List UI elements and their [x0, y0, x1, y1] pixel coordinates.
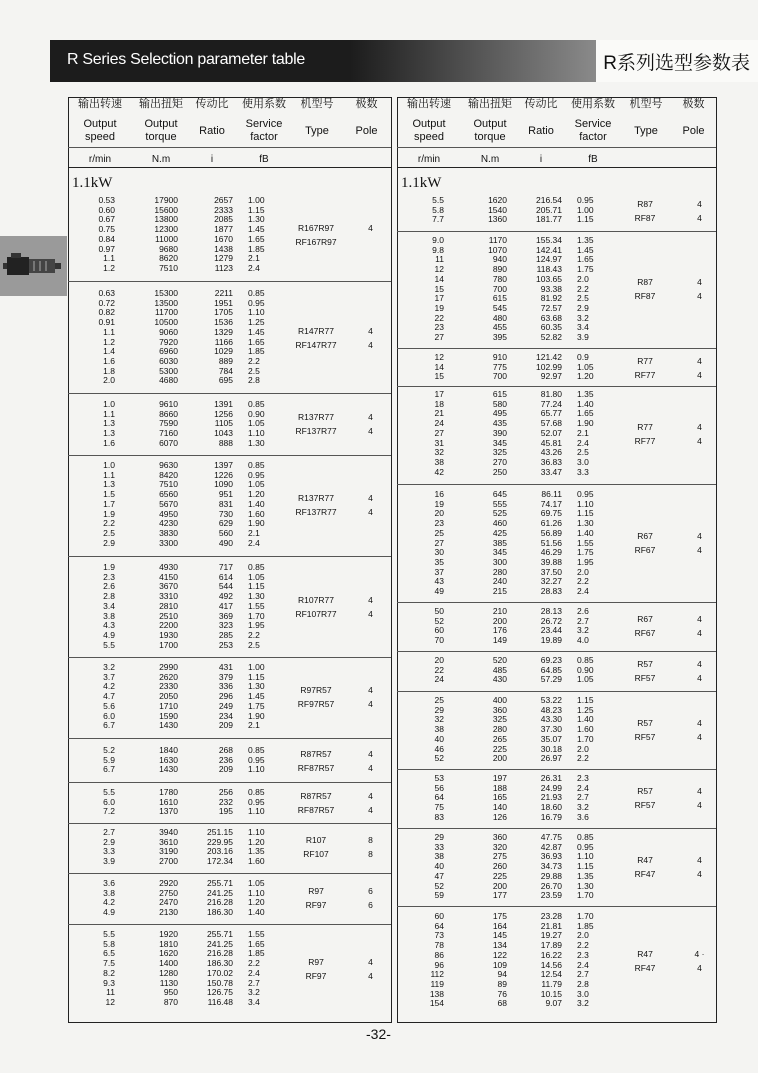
left-header-cn-pole: 极数: [355, 98, 378, 110]
right-group-7-type: R57 RF57: [634, 658, 656, 683]
left-header-cn-type: 机型号: [300, 98, 334, 110]
right-group-6-torque: 210 200 176 149: [492, 606, 507, 646]
left-group-8-pole: 4 4: [368, 790, 373, 815]
right-group-5-speed: 16 19 20 23 25 27 30 35 37 43 49: [434, 489, 444, 597]
left-group-9-factor: 1.10 1.20 1.35 1.60: [248, 827, 265, 867]
left-group-5-type: R107R77 RF107R77: [295, 594, 337, 619]
right-group-6-separator: [397, 651, 716, 652]
right-header-cn-torque: 输出扭矩: [468, 98, 512, 110]
right-group-8-torque: 400 360 325 280 265 225 200: [492, 695, 507, 764]
left-group-1-speed: 0.53 0.60 0.67 0.75 0.84 0.97 1.1 1.2: [98, 195, 115, 273]
right-power-label: 1.1kW: [401, 175, 442, 191]
left-group-2-ratio: 2211 1951 1705 1536 1329 1166 1029 889 784 695: [214, 288, 233, 386]
left-group-7-speed: 5.2 5.9 6.7: [103, 745, 115, 775]
left-group-7-pole: 4 4: [368, 748, 373, 773]
left-group-5-ratio: 717 614 544 492 417 369 323 285 253: [218, 562, 233, 650]
right-group-4-pole: 4 4: [697, 421, 702, 446]
left-vline-left: [68, 97, 69, 1023]
side-tab: [0, 236, 67, 296]
left-group-6-type: R97R57 RF97R57: [297, 684, 335, 709]
right-table-bottom-line: [397, 1022, 716, 1023]
right-group-3-separator: [397, 386, 716, 387]
right-group-6-speed: 50 52 60 70: [434, 606, 444, 646]
left-group-2-separator: [68, 393, 391, 394]
right-header-en-factor: Service factor: [574, 118, 612, 143]
left-group-3-type: R137R77 RF137R77: [295, 412, 337, 437]
left-group-4-separator: [68, 556, 391, 557]
right-group-1-speed: 5.5 5.8 7.7: [432, 195, 444, 225]
left-group-5-factor: 0.85 1.05 1.15 1.30 1.55 1.70 1.95 2.2 2.5: [248, 562, 265, 650]
left-group-9-speed: 2.7 2.9 3.3 3.9: [103, 827, 115, 867]
left-group-10-factor: 1.05 1.10 1.20 1.40: [248, 878, 265, 918]
right-group-6-factor: 2.6 2.7 3.2 4.0: [577, 606, 589, 646]
right-group-8-speed: 25 29 32 38 40 46 52: [434, 695, 444, 764]
right-header-cn-ratio: 传动比: [524, 98, 558, 110]
left-group-5-pole: 4 4: [368, 594, 373, 619]
title-banner: [50, 40, 758, 82]
right-group-6-ratio: 28.13 26.72 23.44 19.89: [540, 606, 562, 646]
right-group-4-type: R77 RF77: [634, 421, 656, 446]
left-group-3-separator: [68, 455, 391, 456]
page-number: -32-: [366, 1026, 391, 1042]
right-group-1-torque: 1620 1540 1360: [488, 195, 507, 225]
right-group-10-pole: 4 4: [697, 854, 702, 879]
right-group-3-ratio: 121.42 102.99 92.97: [536, 352, 562, 382]
left-group-2-factor: 0.85 0.95 1.10 1.25 1.45 1.65 1.85 2.2 2.5 2.8: [248, 288, 265, 386]
left-group-10-ratio: 255.71 241.25 216.28 186.30: [207, 878, 233, 918]
left-group-9-pole: 8 8: [368, 835, 373, 860]
right-group-10-factor: 0.85 0.95 1.10 1.15 1.35 1.30 1.70: [577, 832, 594, 901]
right-header-bottom-line: [397, 167, 716, 168]
right-group-9-pole: 4 4: [697, 786, 702, 811]
left-group-11-torque: 1920 1810 1620 1400 1280 1130 950 870: [159, 929, 178, 1007]
left-group-2-speed: 0.63 0.72 0.82 0.91 1.1 1.2 1.4 1.6 1.8 2.0: [98, 288, 115, 386]
left-group-2-torque: 15300 13500 11700 10500 9060 7920 6960 6030 5300 4680: [154, 288, 178, 386]
left-group-7-separator: [68, 782, 391, 783]
left-group-10-torque: 2920 2750 2470 2130: [159, 878, 178, 918]
right-group-9-separator: [397, 828, 716, 829]
right-group-1-pole: 4 4: [697, 198, 702, 223]
left-group-6-factor: 1.00 1.15 1.30 1.45 1.75 1.90 2.1: [248, 662, 265, 731]
left-group-8-factor: 0.85 0.95 1.10: [248, 787, 265, 817]
right-group-8-factor: 1.15 1.25 1.40 1.60 1.70 2.0 2.2: [577, 695, 594, 764]
left-group-10-pole: 6 6: [368, 886, 373, 911]
right-group-9-speed: 53 56 64 75 83: [434, 773, 444, 822]
left-group-7-factor: 0.85 0.95 1.10: [248, 745, 265, 775]
right-header-en-speed: Output speed: [412, 118, 446, 143]
left-group-9-type: R107 RF107: [303, 835, 329, 860]
right-group-9-ratio: 26.31 24.99 21.93 18.60 16.79: [540, 773, 562, 822]
right-group-11-type: R47 RF47: [634, 948, 656, 973]
right-group-5-separator: [397, 602, 716, 603]
left-header-cn-factor: 使用系数: [242, 98, 286, 110]
right-group-2-ratio: 155.34 142.41 124.97 118.43 103.65 93.38 81.92 72.57 63.68 60.35 52.82: [536, 235, 562, 343]
left-group-3-torque: 9610 8660 7590 7160 6070: [159, 399, 178, 448]
right-header-cn-pole: 极数: [682, 98, 705, 110]
right-group-10-speed: 29 33 38 40 47 52 59: [434, 832, 444, 901]
right-group-1-factor: 0.95 1.00 1.15: [577, 195, 594, 225]
banner-title-en: R Series Selection parameter table: [67, 51, 305, 68]
left-group-1-torque: 17900 15600 13800 12300 11000 9680 8620 7510: [154, 195, 178, 273]
left-vline-right: [391, 97, 392, 1023]
right-group-2-separator: [397, 348, 716, 349]
left-group-1-factor: 1.00 1.15 1.30 1.45 1.65 1.85 2.1 2.4: [248, 195, 265, 273]
right-group-8-ratio: 53.22 48.23 43.30 37.30 35.07 30.18 26.97: [540, 695, 562, 764]
right-group-6-type: R67 RF67: [634, 614, 656, 639]
right-group-5-type: R67 RF67: [634, 531, 656, 556]
left-group-1-separator: [68, 281, 391, 282]
left-group-3-pole: 4 4: [368, 412, 373, 437]
left-header-cn-torque: 输出扭矩: [139, 98, 183, 110]
left-header-en-torque: Output torque: [144, 118, 178, 143]
left-group-1-pole: 4: [368, 222, 373, 233]
right-header-cn-speed: 输出转速: [407, 98, 451, 110]
right-header-en-torque: Output torque: [473, 118, 507, 143]
right-group-4-torque: 615 580 495 435 390 345 325 270 250: [492, 389, 507, 477]
left-group-6-torque: 2990 2620 2330 2050 1710 1590 1430: [159, 662, 178, 731]
right-group-9-type: R57 RF57: [634, 786, 656, 811]
right-group-11-speed: 60 64 73 78 86 96 112 119 138 154: [429, 911, 444, 1009]
gear-motor-icon: [3, 249, 63, 281]
right-header-cn-type: 机型号: [629, 98, 663, 110]
left-group-11-ratio: 255.71 241.25 216.28 186.30 170.02 150.78 126.75 116.48: [207, 929, 233, 1007]
left-group-8-ratio: 256 232 195: [218, 787, 233, 817]
right-group-10-ratio: 47.75 42.87 36.93 34.73 29.88 26.70 23.59: [540, 832, 562, 901]
left-group-10-type: R97 RF97: [305, 886, 327, 911]
left-group-8-type: R87R57 RF87R57: [297, 790, 335, 815]
right-group-8-pole: 4 4: [697, 717, 702, 742]
right-group-5-pole: 4 4: [697, 531, 702, 556]
right-header-cn-factor: 使用系数: [571, 98, 615, 110]
right-group-3-speed: 12 14 15: [434, 352, 444, 382]
left-group-4-speed: 1.0 1.1 1.3 1.5 1.7 1.9 2.2 2.5 2.9: [103, 460, 115, 548]
right-group-2-torque: 1170 1070 940 890 780 700 615 545 480 455 395: [488, 235, 507, 343]
left-header-en-ratio: Ratio: [199, 125, 225, 137]
right-group-11-torque: 175 164 145 134 122 109 94 89 76 68: [492, 911, 507, 1009]
left-group-3-ratio: 1391 1256 1105 1043 888: [214, 399, 233, 448]
right-group-6-pole: 4 4: [697, 614, 702, 639]
left-group-10-speed: 3.6 3.8 4.2 4.9: [103, 878, 115, 918]
left-group-8-speed: 5.5 6.0 7.2: [103, 787, 115, 817]
right-group-1-type: R87 RF87: [634, 198, 656, 223]
right-vline-right: [716, 97, 717, 1023]
left-group-4-type: R137R77 RF137R77: [295, 492, 337, 517]
left-group-4-factor: 0.85 0.95 1.05 1.20 1.40 1.60 1.90 2.1 2.4: [248, 460, 265, 548]
left-group-4-ratio: 1397 1226 1090 951 831 730 629 560 490: [214, 460, 233, 548]
left-group-3-speed: 1.0 1.1 1.3 1.3 1.6: [103, 399, 115, 448]
right-group-9-factor: 2.3 2.4 2.7 3.2 3.6: [577, 773, 589, 822]
left-group-8-separator: [68, 823, 391, 824]
left-group-11-pole: 4 4: [368, 956, 373, 981]
right-header-unit-torque: N.m: [480, 154, 500, 165]
right-vline-left: [397, 97, 398, 1023]
right-group-10-type: R47 RF47: [634, 854, 656, 879]
right-group-11-pole: 4 · 4: [694, 948, 705, 973]
left-group-9-ratio: 251.15 229.95 203.16 172.34: [207, 827, 233, 867]
left-power-label: 1.1kW: [72, 175, 113, 191]
right-group-9-torque: 197 188 165 140 126: [492, 773, 507, 822]
right-group-8-type: R57 RF57: [634, 717, 656, 742]
left-header-unit-ratio: i: [210, 154, 214, 165]
left-group-3-factor: 0.85 0.90 1.05 1.10 1.30: [248, 399, 265, 448]
right-header-en-ratio: Ratio: [528, 125, 554, 137]
left-header-cn-speed: 输出转速: [78, 98, 122, 110]
right-group-11-factor: 1.70 1.85 2.0 2.2 2.3 2.4 2.7 2.8 3.0 3.2: [577, 911, 594, 1009]
right-group-2-factor: 1.35 1.45 1.65 1.75 2.0 2.2 2.5 2.9 3.2 3.4 3.9: [577, 235, 594, 343]
left-group-5-torque: 4930 4150 3670 3310 2810 2510 2200 1930 1700: [159, 562, 178, 650]
left-group-11-speed: 5.5 5.8 6.5 7.5 8.2 9.3 11 12: [103, 929, 115, 1007]
left-group-11-type: R97 RF97: [305, 956, 327, 981]
right-group-5-factor: 0.95 1.10 1.15 1.30 1.40 1.55 1.75 1.95 2.0 2.2 2.4: [577, 489, 594, 597]
left-group-1-type: R167R97 RF167R97: [295, 222, 337, 247]
left-group-4-pole: 4 4: [368, 492, 373, 517]
left-header-cn-ratio: 传动比: [195, 98, 229, 110]
left-group-9-torque: 3940 3610 3190 2700: [159, 827, 178, 867]
right-header-unit-ratio: i: [539, 154, 543, 165]
banner-title-cn: R系列选型参数表: [603, 53, 750, 74]
right-header-unit-factor: fB: [588, 154, 598, 165]
left-header-unit-torque: N.m: [151, 154, 171, 165]
right-group-3-torque: 910 775 700: [492, 352, 507, 382]
right-header-en-pole: Pole: [682, 125, 705, 137]
left-group-2-pole: 4 4: [368, 325, 373, 350]
right-group-3-type: R77 RF77: [634, 355, 656, 380]
left-group-8-torque: 1780 1610 1370: [159, 787, 178, 817]
right-group-4-separator: [397, 484, 716, 485]
right-group-7-speed: 20 22 24: [434, 655, 444, 685]
right-header-unit-speed: r/min: [417, 154, 441, 165]
left-table-bottom-line: [68, 1022, 391, 1023]
right-group-2-speed: 9.0 9.8 11 12 14 15 17 19 22 23 27: [432, 235, 444, 343]
right-header-en-type: Type: [634, 125, 658, 137]
right-header-mid-line: [397, 147, 716, 148]
left-header-en-factor: Service factor: [245, 118, 283, 143]
left-group-7-type: R87R57 RF87R57: [297, 748, 335, 773]
right-group-2-type: R87 RF87: [634, 277, 656, 302]
right-group-7-torque: 520 485 430: [492, 655, 507, 685]
left-group-2-type: R147R77 RF147R77: [295, 325, 337, 350]
left-group-6-speed: 3.2 3.7 4.2 4.7 5.6 6.0 6.7: [103, 662, 115, 731]
right-group-2-pole: 4 4: [697, 277, 702, 302]
right-group-5-torque: 645 555 525 460 425 385 345 300 280 240 215: [492, 489, 507, 597]
right-group-3-factor: 0.9 1.05 1.20: [577, 352, 594, 382]
left-group-4-torque: 9630 8420 7510 6560 5670 4950 4230 3830 3300: [159, 460, 178, 548]
left-header-en-type: Type: [305, 125, 329, 137]
left-header-mid-line: [68, 147, 391, 148]
right-group-1-separator: [397, 231, 716, 232]
left-group-7-ratio: 268 236 209: [218, 745, 233, 775]
right-group-4-speed: 17 18 21 24 27 31 32 38 42: [434, 389, 444, 477]
right-group-7-ratio: 69.23 64.85 57.29: [540, 655, 562, 685]
right-group-1-ratio: 216.54 205.71 181.77: [536, 195, 562, 225]
left-group-1-ratio: 2657 2333 2085 1877 1670 1438 1279 1123: [214, 195, 233, 273]
right-group-7-separator: [397, 691, 716, 692]
right-group-5-ratio: 86.11 74.17 69.75 61.26 56.89 51.56 46.29 39.88 37.50 32.27 28.83: [540, 489, 562, 597]
right-group-8-separator: [397, 769, 716, 770]
left-group-7-torque: 1840 1630 1430: [159, 745, 178, 775]
left-header-en-pole: Pole: [355, 125, 378, 137]
right-group-7-pole: 4 4: [697, 658, 702, 683]
left-header-unit-speed: r/min: [88, 154, 112, 165]
left-group-6-separator: [68, 738, 391, 739]
left-group-5-speed: 1.9 2.3 2.6 2.8 3.4 3.8 4.3 4.9 5.5: [103, 562, 115, 650]
right-group-7-factor: 0.85 0.90 1.05: [577, 655, 594, 685]
left-group-9-separator: [68, 873, 391, 874]
right-group-11-ratio: 23.28 21.81 19.27 17.89 16.22 14.56 12.54 11.79 10.15 9.07: [540, 911, 562, 1009]
left-header-unit-factor: fB: [259, 154, 269, 165]
left-group-11-factor: 1.55 1.65 1.85 2.2 2.4 2.7 3.2 3.4: [248, 929, 265, 1007]
right-group-10-torque: 360 320 275 260 225 200 177: [492, 832, 507, 901]
left-group-6-pole: 4 4: [368, 684, 373, 709]
right-group-4-ratio: 81.80 77.24 65.77 57.68 52.07 45.81 43.26 36.83 33.47: [540, 389, 562, 477]
right-group-4-factor: 1.35 1.40 1.65 1.90 2.1 2.4 2.5 3.0 3.3: [577, 389, 594, 477]
right-group-3-pole: 4 4: [697, 355, 702, 380]
left-group-5-separator: [68, 657, 391, 658]
left-group-10-separator: [68, 924, 391, 925]
left-group-6-ratio: 431 379 336 296 249 234 209: [218, 662, 233, 731]
left-header-bottom-line: [68, 167, 391, 168]
right-group-10-separator: [397, 906, 716, 907]
left-header-en-speed: Output speed: [83, 118, 117, 143]
